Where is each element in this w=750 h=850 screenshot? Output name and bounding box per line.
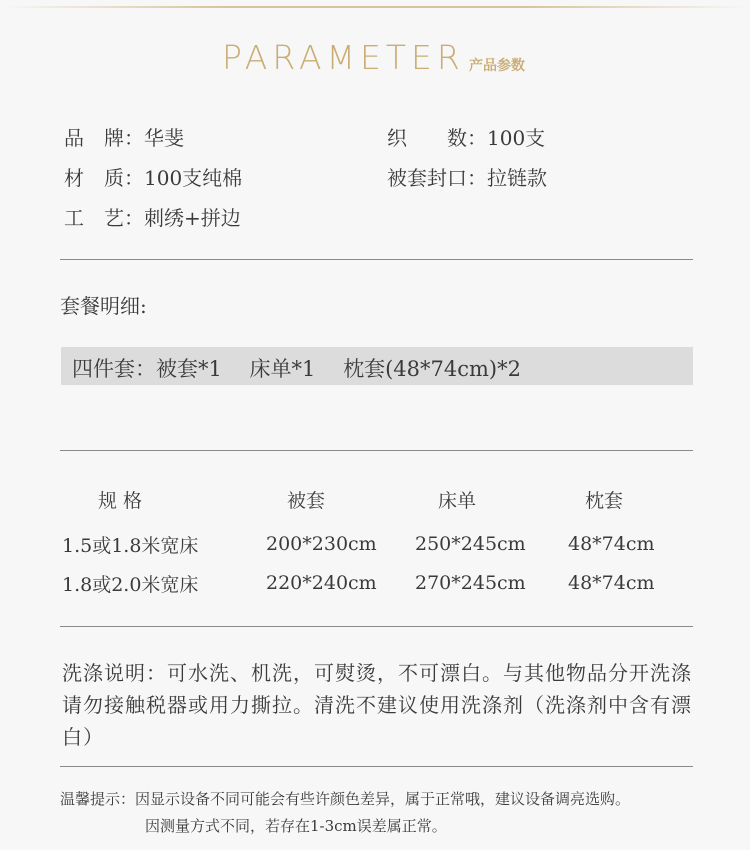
- table-cell: 48*74cm: [568, 572, 655, 594]
- tips-line-2: 因测量方式不同，若存在1-3cm误差属正常。: [145, 817, 447, 835]
- param-closure-label: 被套封口：: [387, 166, 487, 190]
- table-cell: 1.5或1.8米宽床: [62, 535, 199, 557]
- param-thread-count-value: 100支: [487, 126, 546, 150]
- param-thread-count-label: 织 数：: [387, 126, 487, 150]
- param-craft-value: 刺绣+拼边: [144, 206, 241, 230]
- tips: [60, 786, 630, 840]
- table-cell: 200*230cm: [266, 533, 377, 555]
- divider: [60, 259, 693, 260]
- param-craft: [64, 202, 241, 231]
- table-cell: 270*245cm: [415, 572, 526, 594]
- package-title: 套餐明细:: [60, 294, 147, 318]
- tips-line-1: 温馨提示：因显示设备不同可能会有些许颜色差异，属于正常哦，建议设备调亮选购。: [60, 790, 631, 808]
- table-header-spec: 规 格: [98, 490, 143, 512]
- param-craft-label: 工 艺：: [64, 206, 144, 230]
- package-content: 四件套：被套*1 床单*1 枕套(48*74cm)*2: [72, 357, 521, 381]
- table-cell: 250*245cm: [415, 533, 526, 555]
- table-cell: 48*74cm: [568, 533, 655, 555]
- param-brand-label: 品 牌：: [64, 126, 144, 150]
- param-thread-count: [387, 122, 545, 151]
- param-brand-value: 华斐: [144, 126, 184, 150]
- param-closure: [387, 162, 547, 191]
- page-subtitle: 产品参数: [469, 58, 525, 74]
- param-material: [64, 162, 242, 191]
- page-title: PARAMETER: [222, 38, 465, 77]
- table-cell: 220*240cm: [266, 572, 377, 594]
- param-closure-value: 拉链款: [487, 166, 547, 190]
- table-cell: 1.8或2.0米宽床: [62, 574, 199, 596]
- param-brand: [64, 122, 184, 151]
- param-material-value: 100支纯棉: [144, 166, 243, 190]
- wash-instructions: 洗涤说明：可水洗、机洗，可熨烫，不可漂白。与其他物品分开洗涤请勿接触税器或用力撕拉。清洗不建议使用洗涤剂（洗涤剂中含有漂白）: [62, 661, 692, 749]
- table-header-pillowcase: 枕套: [585, 490, 624, 512]
- table-header-duvet: 被套: [287, 490, 326, 512]
- param-material-label: 材 质：: [64, 166, 144, 190]
- table-header-sheet: 床单: [438, 490, 477, 512]
- top-decorative-line: [0, 6, 750, 8]
- divider: [60, 626, 693, 627]
- divider: [60, 450, 693, 451]
- divider: [60, 766, 693, 767]
